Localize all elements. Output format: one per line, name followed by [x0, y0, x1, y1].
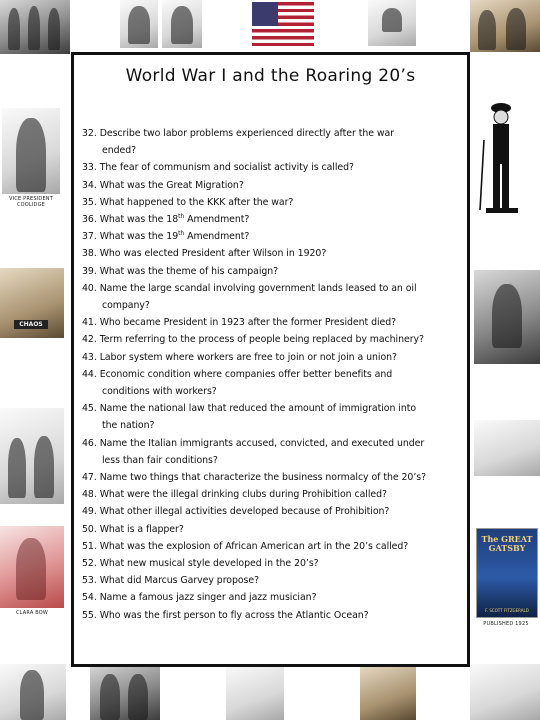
gatsby-cover-author: F. SCOTT FITZGERALD: [485, 608, 529, 613]
gatsby-cover-title: The GREAT GATSBY: [481, 534, 533, 553]
parade-photo: [360, 666, 416, 720]
question-item: [82, 211, 463, 228]
published-caption: PUBLISHED 1925: [483, 621, 529, 627]
dancer-figure: [48, 8, 60, 50]
political-cartoon-image: [0, 408, 64, 504]
question-text: 44. Economic condition where companies offer better benefits and: [82, 368, 393, 380]
clara-bow-caption: CLARA BOW: [15, 610, 49, 616]
question-text: 37. What was the 19: [82, 231, 179, 243]
flapper-dancers-photo: [0, 0, 70, 54]
portrait-figure: [16, 538, 46, 600]
question-item: [82, 521, 463, 538]
question-text-tail: Amendment?: [184, 214, 250, 226]
question-text: 51. What was the explosion of African American art in the 20’s called?: [82, 540, 409, 552]
question-item: [82, 589, 463, 606]
question-panel: [71, 52, 470, 667]
clara-bow-photo: [0, 526, 64, 608]
question-continuation: less than fair conditions?: [102, 454, 218, 466]
question-text: 43. Labor system where workers are free to join or not join a union?: [82, 351, 397, 363]
question-text: 45. Name the national law that reduced the amount of immigration into: [82, 403, 417, 415]
person-figure: [100, 674, 120, 720]
american-flag-image: [252, 2, 314, 46]
question-text: 55. Who was the first person to fly across the Atlantic Ocean?: [82, 609, 369, 621]
question-text: 33. The fear of communism and socialist activity is called?: [82, 162, 354, 174]
question-continuation: conditions with workers?: [102, 386, 217, 398]
person-figure: [506, 8, 526, 50]
question-item: [82, 366, 463, 383]
question-item: [82, 607, 463, 624]
question-text: 32. Describe two labor problems experienced directly after the war: [82, 128, 394, 139]
question-text: 54. Name a famous jazz singer and jazz musician?: [82, 592, 317, 604]
question-item: [82, 245, 463, 262]
question-text: 40. Name the large scandal involving government lands leased to an oil: [82, 282, 417, 294]
question-item: [82, 486, 463, 503]
portrait-photo: [162, 0, 202, 48]
dancer-figure: [28, 6, 40, 50]
portrait-figure: [16, 118, 46, 192]
question-text: 39. What was the theme of his campaign?: [82, 265, 279, 277]
author-portrait-photo: [474, 270, 540, 364]
great-gatsby-cover-image: [476, 528, 538, 618]
question-item: [82, 400, 463, 417]
question-item: [82, 349, 463, 366]
diving-suit-photo: [368, 0, 416, 46]
question-item: [82, 572, 463, 589]
question-item: [82, 263, 463, 280]
person-figure: [478, 10, 496, 50]
question-item: [82, 159, 463, 176]
question-text: 36. What was the 18: [82, 214, 179, 226]
question-item: [82, 538, 463, 555]
question-item: [82, 331, 463, 348]
question-continuation: ended?: [102, 145, 137, 157]
mugshot-photo: [120, 0, 158, 48]
klan-march-photo: [470, 664, 540, 720]
ordinal-suffix: th: [178, 230, 185, 238]
question-text: 48. What were the illegal drinking clubs during Prohibition called?: [82, 489, 387, 501]
person-figure: [128, 674, 148, 720]
question-item: [82, 194, 463, 211]
question-item: [82, 555, 463, 572]
page-title: World War I and the Roaring 20’s: [125, 66, 416, 86]
chaplin-silhouette-image: [476, 100, 526, 218]
question-item: [82, 280, 463, 297]
question-text-tail: Amendment?: [184, 231, 250, 243]
portrait-figure: [492, 284, 522, 348]
baseball-player-photo: [0, 664, 66, 720]
question-continuation: the nation?: [102, 420, 155, 432]
coolidge-portrait-photo: [2, 108, 60, 194]
chaos-label: CHAOS: [14, 320, 48, 329]
question-item: [82, 125, 463, 142]
question-item: [82, 435, 463, 452]
portrait-figure: [171, 6, 193, 44]
ordinal-suffix: th: [178, 213, 185, 221]
couple-photo: [90, 664, 160, 720]
group-portrait-photo: [470, 0, 540, 52]
dancer-figure: [8, 8, 20, 50]
coolidge-caption: VICE PRESIDENT COOLIDGE: [8, 196, 54, 208]
question-item: [82, 503, 463, 520]
question-text: 52. What new musical style developed in the 20’s?: [82, 558, 319, 570]
question-text: 53. What did Marcus Garvey propose?: [82, 575, 260, 587]
question-item: [82, 314, 463, 331]
question-text: 35. What happened to the KKK after the war?: [82, 196, 294, 208]
cartoon-figure: [8, 438, 26, 498]
newspaper-cartoon-image: [474, 420, 540, 476]
question-text: 34. What was the Great Migration?: [82, 179, 244, 191]
question-text: 50. What is a flapper?: [82, 523, 184, 535]
question-item: [82, 177, 463, 194]
question-text: 47. Name two things that characterize the business normalcy of the 20’s?: [82, 472, 427, 484]
person-figure: [20, 670, 44, 720]
question-text: 41. Who became President in 1923 after the former President died?: [82, 317, 397, 329]
question-item: [82, 228, 463, 245]
street-scene-photo: [226, 666, 284, 720]
question-continuation: company?: [102, 300, 150, 312]
question-text: 42. Term referring to the process of people being replaced by machinery?: [82, 334, 424, 346]
flag-canton: [252, 2, 278, 26]
cartoon-figure: [34, 436, 54, 498]
question-list: [82, 125, 463, 624]
question-text: 46. Name the Italian immigrants accused, convicted, and executed under: [82, 437, 425, 449]
question-text: 38. Who was elected President after Wilson in 1920?: [82, 248, 327, 260]
helmet-figure: [382, 8, 402, 32]
question-item: [82, 469, 463, 486]
question-text: 49. What other illegal activities developed because of Prohibition?: [82, 506, 390, 518]
portrait-figure: [128, 6, 150, 44]
